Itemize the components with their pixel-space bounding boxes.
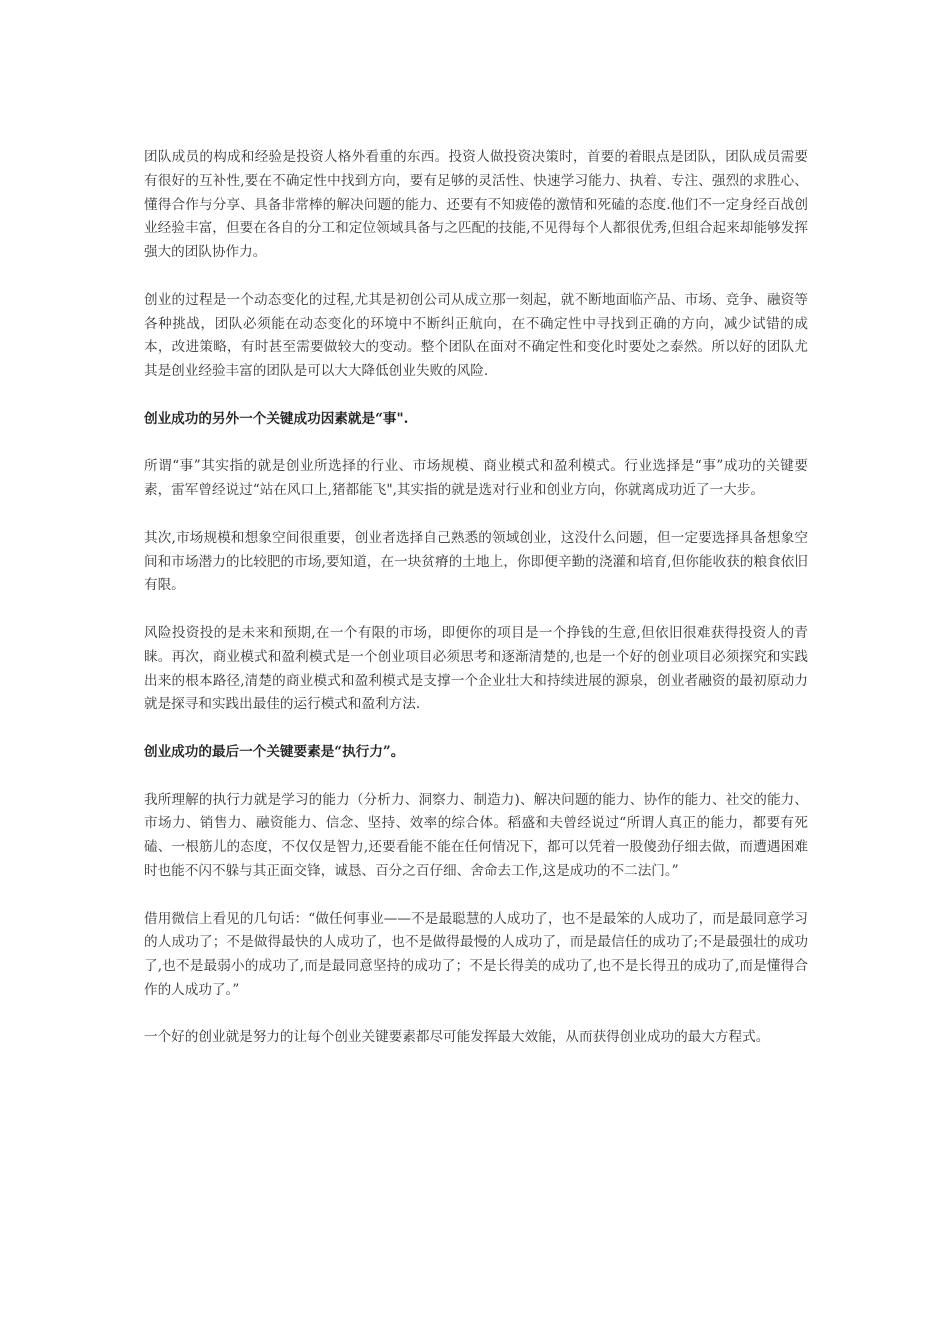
- heading-key-factor-execution: 创业成功的最后一个关键要素是“执行力”。: [144, 743, 405, 760]
- paragraph-wechat-quote: 借用微信上看见的几句话：“做任何事业——不是最聪慧的人成功了，也不是最笨的人成功了，而是最同意学习的人成功了；不是做得最快的人成功了，也不是做得最慢的人成功了，而是最信任的成功了;不是最强壮的成功了,也不是最弱小的成功了,而是最同意坚持的成功了；不是长得美的成功了,也不是长得丑的成功了,而是懂得合作的人成功了。”: [144, 910, 808, 998]
- heading-key-factor-matter: 创业成功的另外一个关键成功因素就是“事".: [144, 410, 409, 427]
- paragraph-execution-ability: 我所理解的执行力就是学习的能力（分析力、洞察力、制造力)、解决问题的能力、协作的能力、社交的能力、市场力、销售力、融资能力、信念、坚持、效率的综合体。稻盛和夫曾经说过“所谓人真正的能力，都要有死磕、一根筋儿的态度，不仅仅是智力,还要看能不能在任何情况下，都可以凭着一股傻劲仔细去做，而遭遇困难时也能不闪不躲与其正面交锋，诚恳、百分之百仔细、舍命去工作,这是成功的不二法门。”: [144, 791, 808, 879]
- paragraph-market-scale: 其次,市场规模和想象空间很重要，创业者选择自己熟悉的领域创业，这没什么问题，但一定要选择具备想象空间和市场潜力的比较肥的市场,要知道，在一块贫瘠的土地上，你即便辛勤的浇灌和培育,但你能收获的粮食依旧有限。: [144, 529, 808, 594]
- paragraph-dynamic-process: 创业的过程是一个动态变化的过程,尤其是初创公司从成立那一刻起，就不断地面临产品、市场、竞争、融资等各种挑战，团队必须能在动态变化的环境中不断纠正航向，在不确定性中寻找到正确的方向，减少试错的成本，改进策略，有时甚至需要做较大的变动。整个团队在面对不确定性和变化时要处之泰然。所以好的团队尤其是创业经验丰富的团队是可以大大降低创业失败的风险.: [144, 291, 808, 380]
- paragraph-team-composition: 团队成员的构成和经验是投资人格外看重的东西。投资人做投资决策时，首要的着眼点是团队，团队成员需要有很好的互补性,要在不确定性中找到方向，要有足够的灵活性、快速学习能力、执着、专注、强烈的求胜心、懂得合作与分享、具备非常棒的解决问题的能力、还要有不知疲倦的激情和死磕的态度.他们不一定身经百战创业经验丰富，但要在各自的分工和定位领域具备与之匹配的技能,不见得每个人都很优秀,但组合起来却能够发挥强大的团队协作力。: [144, 149, 808, 261]
- paragraph-venture-investment: 风险投资投的是未来和预期,在一个有限的市场，即便你的项目是一个挣钱的生意,但依旧很难获得投资人的青睐。再次，商业模式和盈利模式是一个创业项目必须思考和逐渐清楚的,也是一个好的创业项目必须探究和实践出来的根本路径,清楚的商业模式和盈利模式是支撑一个企业壮大和持续进展的源泉，创业者融资的最初原动力就是探寻和实践出最佳的运行模式和盈利方法.: [144, 624, 808, 713]
- paragraph-conclusion: 一个好的创业就是努力的让每个创业关键要素都尽可能发挥最大效能，从而获得创业成功的最大方程式。: [144, 1029, 770, 1046]
- paragraph-industry-choice: 所谓“事”其实指的就是创业所选择的行业、市场规模、商业模式和盈利模式。行业选择是“事”成功的关键要素，雷军曾经说过“站在风口上,猪都能飞",其实指的就是选对行业和创业方向，你就离成功近了一大步。: [144, 458, 808, 499]
- document-body: [144, 146, 808, 1074]
